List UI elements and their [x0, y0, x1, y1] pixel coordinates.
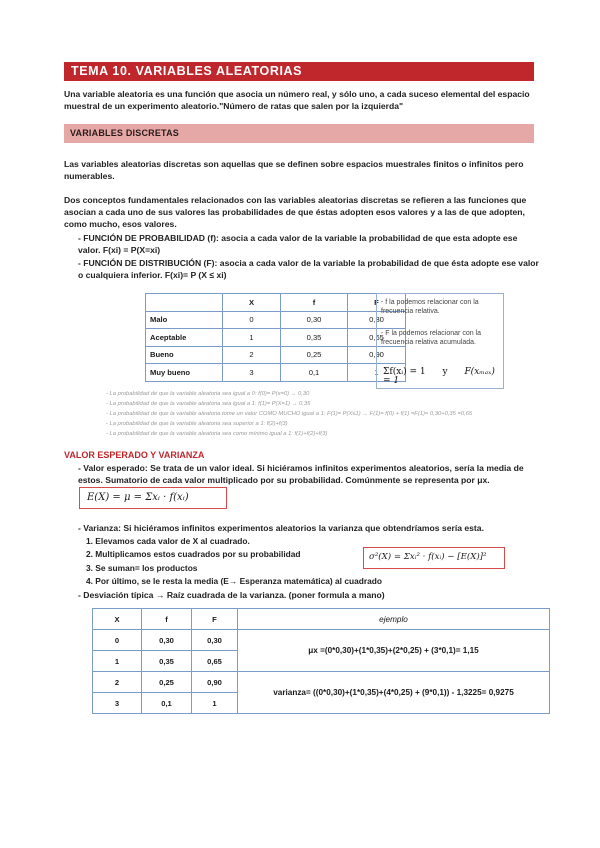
table-cell: Muy bueno [146, 364, 223, 382]
paragraph-valor-esperado: - Valor esperado: Se trata de un valor ideal. Si hiciéramos infinitos experimentos aleatorios, sería la media de estos. Sumatorio de cada valor multiplicado por su probabilidad. Comúnmente se representa por μx. [78, 463, 524, 485]
formula-esperado-text: E(X) = μ = Σxᵢ · f(xᵢ) [87, 492, 189, 503]
table-cell: 0,25 [281, 346, 348, 364]
sum-equation-right: F(xₘₐₓ) = 1 [383, 367, 495, 386]
table-cell: 0,30 [142, 630, 192, 651]
table-cell: 1 [223, 329, 281, 347]
sum-equations [383, 368, 501, 386]
example-header: ejemplo [238, 609, 550, 630]
table-cell: 0 [93, 630, 142, 651]
section-banner-discretas [64, 124, 534, 143]
table-cell: 2 [93, 672, 142, 693]
table-cell: 1 [192, 693, 238, 714]
paragraph-conceptos: Dos conceptos fundamentales relacionados con las variables aleatorias discretas se refieren a las funciones que asocian a cada uno de sus valores las probabilidades de que éstas adopten esos valores y a las de que adopten, como mucho, esos valores. [64, 195, 527, 229]
bullet-funcion-distribucion: - FUNCIÓN DE DISTRIBUCIÓN (F): asocia a cada valor de la variable la probabilidad de que ésta adopte ese valor o cualquiera inferior. F(xi)= P (X ≤ xi) [78, 258, 539, 280]
equation-connector: y [442, 367, 448, 377]
table-cell: 2 [223, 346, 281, 364]
table-cell: 0,25 [142, 672, 192, 693]
table-cell: 0,65 [192, 651, 238, 672]
gray-note: - La probabilidad de que la variable aleatoria tome un valor COMO MUCHO igual a 1: F(1)= P(X≤1) → F(1)= f(0) + f(1) =F(1)= 0,30+0,35 =0,65 [106, 411, 473, 417]
table-cell: 1 [348, 364, 406, 382]
section-title-esperado-varianza: VALOR ESPERADO Y VARIANZA [64, 450, 205, 460]
gray-note: - La probabilidad de que la variable aleatoria sea igual a 1: f(1)= P(X=1) → 0,35 [106, 401, 311, 407]
table-header-row [146, 294, 406, 312]
table-cell: 0,30 [281, 311, 348, 329]
table-header-cell: X [93, 609, 142, 630]
table-cell: 3 [93, 693, 142, 714]
note-frecuencia-acumulada: - F la podemos relacionar con la frecuencia relativa acumulada. [381, 330, 481, 346]
table-cell: Malo [146, 311, 223, 329]
paragraph-desviacion: - Desviación típica → Raíz cuadrada de la varianza. (poner formula a mano) [78, 590, 385, 600]
table-header-cell [146, 294, 223, 312]
step-item: 3. Se suman= los productos [86, 563, 198, 573]
notes-box [376, 293, 504, 389]
table-header-row [93, 609, 550, 630]
table-header-cell: F [192, 609, 238, 630]
table-cell: 0,30 [192, 630, 238, 651]
example-table [92, 608, 550, 714]
table-row [146, 329, 406, 347]
example-mu-calculation: μx =(0*0,30)+(1*0,35)+(2*0,25) + (3*0,1)= 1,15 [238, 630, 550, 672]
table-cell: 0,90 [192, 672, 238, 693]
step-item: 2. Multiplicamos estos cuadrados por su probabilidad [86, 549, 301, 559]
table-header-cell: F [348, 294, 406, 312]
table-header-cell: f [281, 294, 348, 312]
table-row [93, 672, 550, 693]
table-cell: 0,30 [348, 311, 406, 329]
table-header-cell: f [142, 609, 192, 630]
example-variance-calculation: varianza= ((0*0,30)+(1*0,35)+(4*0,25) + (9*0,1)) - 1,3225= 0,9275 [238, 672, 550, 714]
intro-paragraph: Una variable aleatoria es una función que asocia un número real, y sólo uno, a cada suceso elemental del espacio muestral de un experimento aleatorio."Número de ratas que salen por la izquierda" [64, 89, 530, 111]
table-cell: 0,1 [142, 693, 192, 714]
table-cell: 1 [93, 651, 142, 672]
table-cell: 0,1 [281, 364, 348, 382]
table-cell: Aceptable [146, 329, 223, 347]
gray-note: - La probabilidad de que la variable aleatoria sea como mínimo igual a 1: f(1)+f(2)+f(3) [106, 431, 328, 437]
gray-note: - La probabilidad de que la variable aleatoria sea igual a 0: f(0)= P(x=0) → 0,30 [106, 391, 310, 397]
table-header-cell: X [223, 294, 281, 312]
page-title: TEMA 10. VARIABLES ALEATORIAS [71, 64, 303, 78]
paragraph-varianza: - Varianza: Si hiciéramos infinitos experimentos aleatorios la varianza que obtendríamos sería esta. [78, 523, 484, 533]
step-item: 1. Elevamos cada valor de X al cuadrado. [86, 536, 250, 546]
table-cell: 0,35 [281, 329, 348, 347]
table-cell: 0,35 [142, 651, 192, 672]
table-cell: 0 [223, 311, 281, 329]
table-row [146, 364, 406, 382]
sum-equation-left: Σf(xᵢ) = 1 [383, 367, 426, 377]
paragraph-discretas: Las variables aleatorias discretas son aquellas que se definen sobre espacios muestrales finitos o infinitos pero numerables. [64, 159, 524, 181]
title-banner [64, 62, 534, 81]
table-row [146, 346, 406, 364]
gray-note: - La probabilidad de que la variable aleatoria sea superior a 1: f(2)+f(3) [106, 421, 288, 427]
table-cell: Bueno [146, 346, 223, 364]
step-item: 4. Por último, se le resta la media (E→ Esperanza matemática) al cuadrado [86, 576, 383, 586]
formula-varianza [363, 547, 505, 569]
formula-varianza-text: σ²(X) = Σxᵢ² · f(xᵢ) − [E(X)]² [369, 552, 487, 562]
table-cell: 3 [223, 364, 281, 382]
formula-esperado [79, 487, 227, 509]
table-cell: 0,90 [348, 346, 406, 364]
table-cell: 0,65 [348, 329, 406, 347]
table-row [93, 630, 550, 651]
bullet-funcion-probabilidad: - FUNCIÓN DE PROBABILIDAD (f): asocia a cada valor de la variable la probabilidad de que esta adopte ese valor. F(xi) = P(X=xi) [78, 233, 518, 255]
table-row [146, 311, 406, 329]
note-frecuencia-relativa: - f la podemos relacionar con la frecuencia relativa. [381, 299, 479, 315]
section-title: VARIABLES DISCRETAS [70, 128, 179, 138]
probability-table [145, 293, 406, 382]
